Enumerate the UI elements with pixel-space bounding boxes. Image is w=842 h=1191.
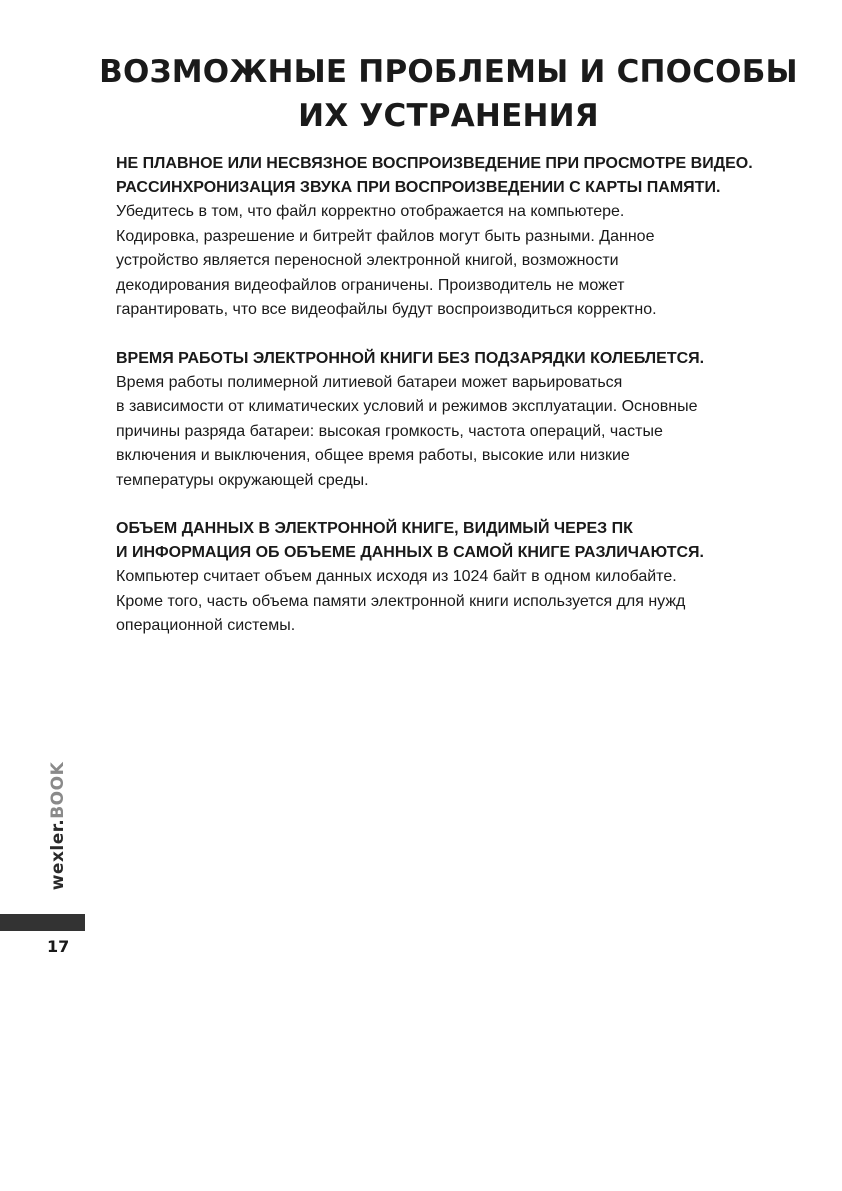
section-video-playback bbox=[116, 152, 806, 323]
page-title-line-1: ВОЗМОЖНЫЕ ПРОБЛЕМЫ И СПОСОБЫ bbox=[99, 54, 798, 90]
section-heading bbox=[116, 152, 806, 200]
body-line: причины разряда батареи: высокая громкость, частота операций, частые bbox=[116, 422, 663, 440]
body-line: температуры окружающей среды. bbox=[116, 471, 369, 489]
brand-wordmark bbox=[48, 762, 68, 891]
brand-logo bbox=[44, 750, 72, 902]
body-line: гарантировать, что все видеофайлы будут воспроизводиться корректно. bbox=[116, 301, 657, 318]
body-line: Убедитесь в том, что файл корректно отображается на компьютере. bbox=[116, 203, 625, 220]
body-line: устройство является переносной электронной книгой, возможности bbox=[116, 252, 619, 269]
body-line: Кодировка, разрешение и битрейт файлов могут быть разными. Данное bbox=[116, 227, 655, 245]
section-heading-line: ОБЪЕМ ДАННЫХ В ЭЛЕКТРОННОЙ КНИГЕ, ВИДИМЫЙ ЧЕРЕЗ ПК bbox=[116, 520, 633, 537]
body-line: Время работы полимерной литиевой батареи может варьироваться bbox=[116, 373, 623, 391]
brand-suffix: BOOK bbox=[48, 761, 68, 819]
page-title-line-2: ИХ УСТРАНЕНИЯ bbox=[298, 98, 599, 134]
section-heading-line: РАССИНХРОНИЗАЦИЯ ЗВУКА ПРИ ВОСПРОИЗВЕДЕНИИ С КАРТЫ ПАМЯТИ. bbox=[116, 179, 721, 196]
section-body bbox=[116, 371, 806, 494]
section-battery-life bbox=[116, 347, 806, 494]
body-line: в зависимости от климатических условий и режимов эксплуатации. Основные bbox=[116, 398, 698, 415]
section-heading-line: НЕ ПЛАВНОЕ ИЛИ НЕСВЯЗНОЕ ВОСПРОИЗВЕДЕНИЕ ПРИ ПРОСМОТРЕ ВИДЕО. bbox=[116, 155, 753, 172]
section-body bbox=[116, 565, 806, 639]
brand-dot: . bbox=[48, 818, 68, 826]
section-heading bbox=[116, 347, 806, 371]
page-number: 17 bbox=[47, 937, 70, 956]
section-heading-line: ВРЕМЯ РАБОТЫ ЭЛЕКТРОННОЙ КНИГИ БЕЗ ПОДЗАРЯДКИ КОЛЕБЛЕТСЯ. bbox=[116, 349, 705, 367]
body-line: Компьютер считает объем данных исходя из 1024 байт в одном килобайте. bbox=[116, 568, 677, 585]
section-heading-line: И ИНФОРМАЦИЯ ОБ ОБЪЕМЕ ДАННЫХ В САМОЙ КНИГЕ РАЗЛИЧАЮТСЯ. bbox=[116, 544, 704, 561]
page-title bbox=[0, 50, 842, 138]
content bbox=[116, 152, 806, 663]
body-line: Кроме того, часть объема памяти электронной книги используется для нужд bbox=[116, 592, 686, 610]
section-body bbox=[116, 200, 806, 323]
section-storage-size bbox=[116, 517, 806, 639]
page-number-bar bbox=[0, 914, 85, 931]
body-line: включения и выключения, общее время работы, высокие или низкие bbox=[116, 447, 630, 464]
section-heading bbox=[116, 517, 806, 565]
brand-name: wexler bbox=[48, 825, 68, 891]
body-line: операционной системы. bbox=[116, 617, 296, 634]
body-line: декодирования видеофайлов ограничены. Производитель не может bbox=[116, 276, 625, 294]
